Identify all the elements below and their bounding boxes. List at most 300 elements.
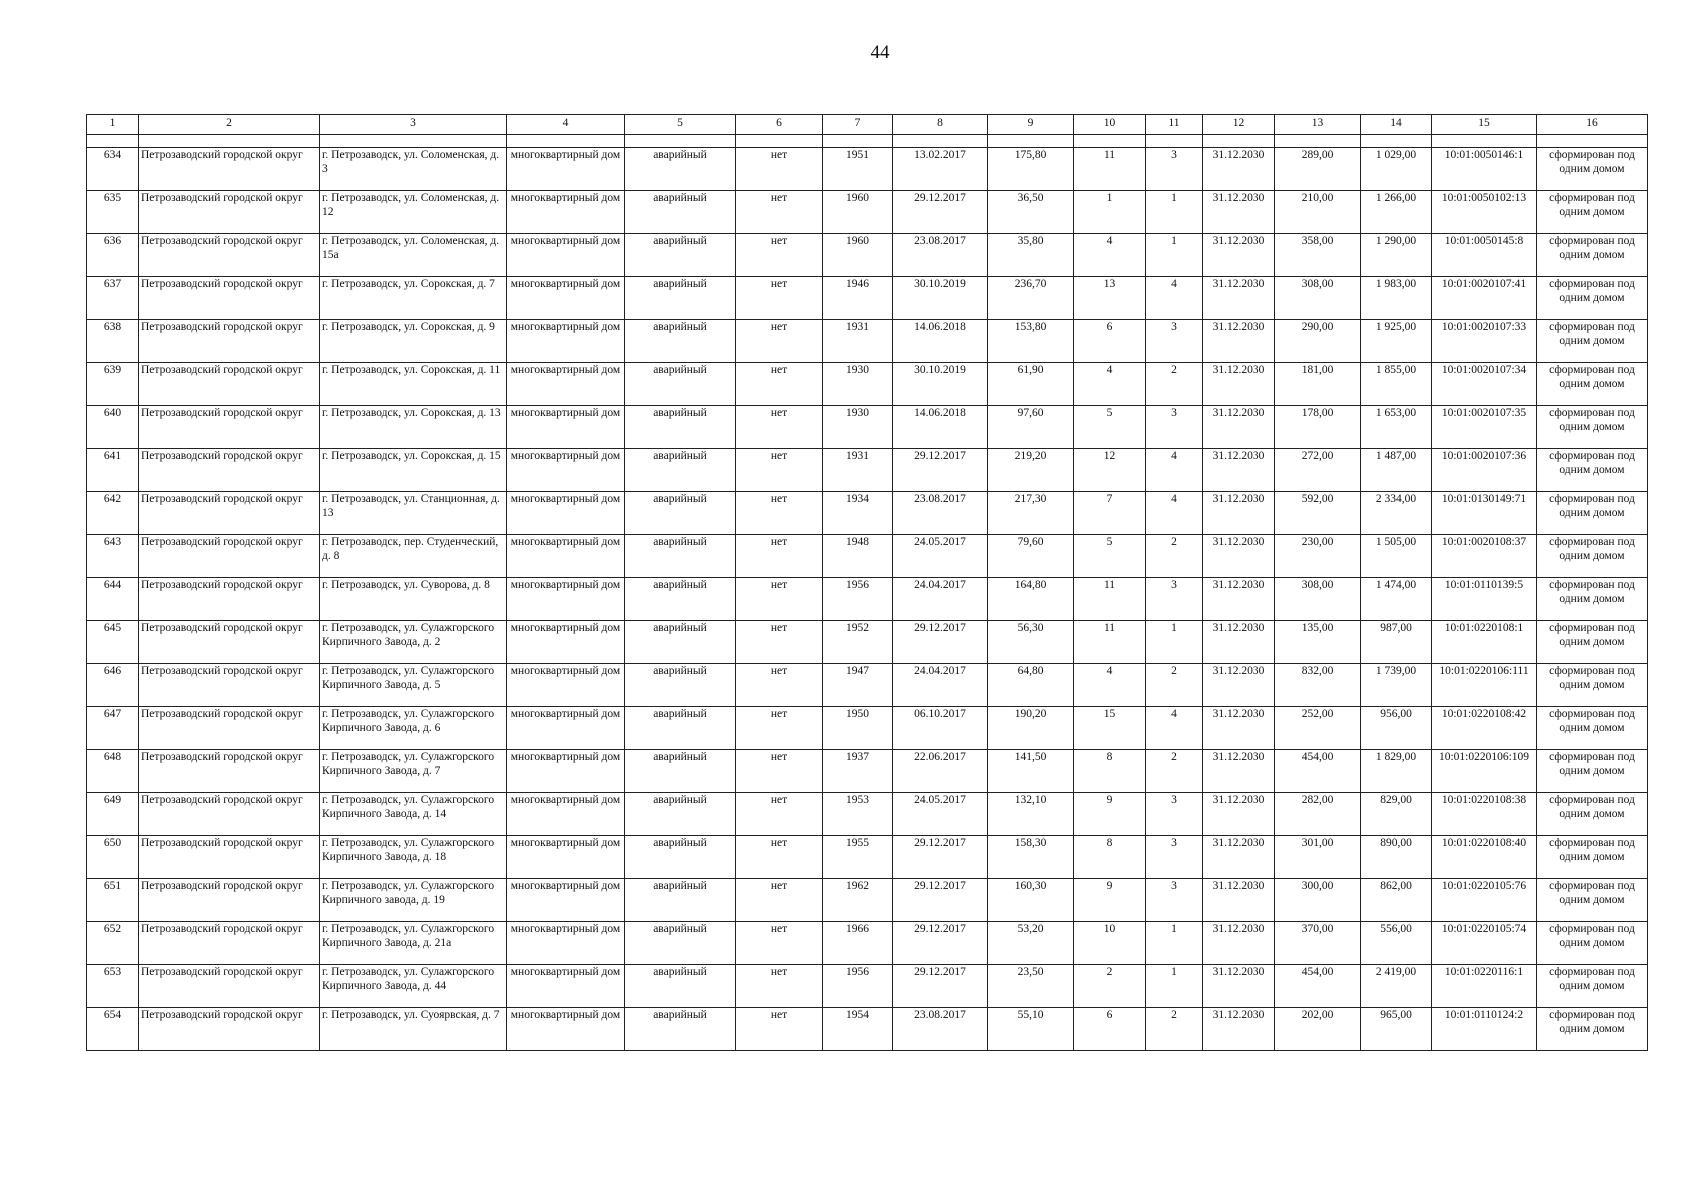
residents-cell: 15 — [1074, 707, 1146, 750]
row-number: 648 — [87, 750, 139, 793]
land-area-cell: 1 855,00 — [1361, 363, 1432, 406]
residents-cell: 5 — [1074, 406, 1146, 449]
land-area-cell: 862,00 — [1361, 879, 1432, 922]
year-cell: 1930 — [823, 363, 893, 406]
land-area-cell: 1 925,00 — [1361, 320, 1432, 363]
building-type-cell: многоквартирный дом — [507, 492, 625, 535]
land-area-cell: 2 334,00 — [1361, 492, 1432, 535]
district-cell: Петрозаводский городской округ — [139, 1008, 320, 1051]
residents-cell: 11 — [1074, 148, 1146, 191]
year-cell: 1952 — [823, 621, 893, 664]
district-cell: Петрозаводский городской округ — [139, 535, 320, 578]
condition-cell: аварийный — [625, 320, 736, 363]
header-row — [87, 115, 1648, 135]
note-cell: сформирован под одним домом — [1537, 191, 1648, 234]
building-type-cell: многоквартирный дом — [507, 879, 625, 922]
date-cell: 29.12.2017 — [893, 836, 988, 879]
building-type-cell: многоквартирный дом — [507, 965, 625, 1008]
deadline-cell: 31.12.2030 — [1203, 535, 1275, 578]
residents-cell: 4 — [1074, 664, 1146, 707]
cadastral-number-cell: 10:01:0020107:35 — [1432, 406, 1537, 449]
building-type-cell: многоквартирный дом — [507, 320, 625, 363]
address-cell: г. Петрозаводск, ул. Станционная, д. 13 — [320, 492, 507, 535]
date-cell: 22.06.2017 — [893, 750, 988, 793]
cadastral-number-cell: 10:01:0020107:36 — [1432, 449, 1537, 492]
plot-area-cell: 300,00 — [1275, 879, 1361, 922]
address-cell: г. Петрозаводск, ул. Суворова, д. 8 — [320, 578, 507, 621]
district-cell: Петрозаводский городской округ — [139, 707, 320, 750]
land-area-cell: 1 653,00 — [1361, 406, 1432, 449]
column-header: 5 — [625, 115, 736, 135]
note-cell: сформирован под одним домом — [1537, 148, 1648, 191]
condition-cell: аварийный — [625, 750, 736, 793]
date-cell: 30.10.2019 — [893, 363, 988, 406]
area-cell: 217,30 — [988, 492, 1074, 535]
row-number: 634 — [87, 148, 139, 191]
building-type-cell: многоквартирный дом — [507, 277, 625, 320]
address-cell: г. Петрозаводск, ул. Соломенская, д. 3 — [320, 148, 507, 191]
district-cell: Петрозаводский городской округ — [139, 922, 320, 965]
condition-cell: аварийный — [625, 836, 736, 879]
plot-area-cell: 289,00 — [1275, 148, 1361, 191]
rooms-cell: 4 — [1146, 492, 1203, 535]
building-type-cell: многоквартирный дом — [507, 664, 625, 707]
plot-area-cell: 308,00 — [1275, 578, 1361, 621]
rooms-cell: 3 — [1146, 406, 1203, 449]
condition-cell: аварийный — [625, 965, 736, 1008]
year-cell: 1948 — [823, 535, 893, 578]
deadline-cell: 31.12.2030 — [1203, 578, 1275, 621]
table-row — [87, 965, 1648, 1008]
flag-cell: нет — [736, 277, 823, 320]
residents-cell: 13 — [1074, 277, 1146, 320]
area-cell: 132,10 — [988, 793, 1074, 836]
flag-cell: нет — [736, 707, 823, 750]
column-header: 7 — [823, 115, 893, 135]
table-row — [87, 320, 1648, 363]
area-cell: 190,20 — [988, 707, 1074, 750]
rooms-cell: 2 — [1146, 1008, 1203, 1051]
district-cell: Петрозаводский городской округ — [139, 750, 320, 793]
cadastral-number-cell: 10:01:0110124:2 — [1432, 1008, 1537, 1051]
residents-cell: 6 — [1074, 320, 1146, 363]
year-cell: 1960 — [823, 234, 893, 277]
table-row — [87, 234, 1648, 277]
residents-cell: 10 — [1074, 922, 1146, 965]
note-cell: сформирован под одним домом — [1537, 621, 1648, 664]
condition-cell: аварийный — [625, 664, 736, 707]
column-header: 2 — [139, 115, 320, 135]
plot-area-cell: 282,00 — [1275, 793, 1361, 836]
condition-cell: аварийный — [625, 277, 736, 320]
cadastral-number-cell: 10:01:0220116:1 — [1432, 965, 1537, 1008]
building-type-cell: многоквартирный дом — [507, 449, 625, 492]
year-cell: 1946 — [823, 277, 893, 320]
date-cell: 24.05.2017 — [893, 535, 988, 578]
address-cell: г. Петрозаводск, ул. Сулажгорского Кирпичного Завода, д. 21а — [320, 922, 507, 965]
land-area-cell: 1 829,00 — [1361, 750, 1432, 793]
date-cell: 29.12.2017 — [893, 922, 988, 965]
area-cell: 97,60 — [988, 406, 1074, 449]
year-cell: 1966 — [823, 922, 893, 965]
district-cell: Петрозаводский городской округ — [139, 406, 320, 449]
flag-cell: нет — [736, 750, 823, 793]
land-area-cell: 1 505,00 — [1361, 535, 1432, 578]
page-number: 44 — [870, 42, 890, 63]
date-cell: 14.06.2018 — [893, 320, 988, 363]
residents-cell: 6 — [1074, 1008, 1146, 1051]
district-cell: Петрозаводский городской округ — [139, 965, 320, 1008]
area-cell: 153,80 — [988, 320, 1074, 363]
plot-area-cell: 290,00 — [1275, 320, 1361, 363]
note-cell: сформирован под одним домом — [1537, 836, 1648, 879]
table-row — [87, 449, 1648, 492]
cadastral-number-cell: 10:01:0220105:76 — [1432, 879, 1537, 922]
plot-area-cell: 592,00 — [1275, 492, 1361, 535]
area-cell: 23,50 — [988, 965, 1074, 1008]
year-cell: 1956 — [823, 965, 893, 1008]
table-row — [87, 578, 1648, 621]
row-number: 649 — [87, 793, 139, 836]
cadastral-number-cell: 10:01:0220106:111 — [1432, 664, 1537, 707]
rooms-cell: 2 — [1146, 535, 1203, 578]
rooms-cell: 2 — [1146, 750, 1203, 793]
cadastral-number-cell: 10:01:0020107:34 — [1432, 363, 1537, 406]
plot-area-cell: 135,00 — [1275, 621, 1361, 664]
column-header: 11 — [1146, 115, 1203, 135]
flag-cell: нет — [736, 879, 823, 922]
year-cell: 1962 — [823, 879, 893, 922]
rooms-cell: 1 — [1146, 234, 1203, 277]
deadline-cell: 31.12.2030 — [1203, 234, 1275, 277]
note-cell: сформирован под одним домом — [1537, 750, 1648, 793]
address-cell: г. Петрозаводск, ул. Сорокская, д. 7 — [320, 277, 507, 320]
address-cell: г. Петрозаводск, ул. Сулажгорского Кирпичного Завода, д. 7 — [320, 750, 507, 793]
deadline-cell: 31.12.2030 — [1203, 922, 1275, 965]
cadastral-number-cell: 10:01:0020107:41 — [1432, 277, 1537, 320]
row-number: 640 — [87, 406, 139, 449]
rooms-cell: 4 — [1146, 277, 1203, 320]
note-cell: сформирован под одним домом — [1537, 664, 1648, 707]
deadline-cell: 31.12.2030 — [1203, 836, 1275, 879]
rooms-cell: 3 — [1146, 148, 1203, 191]
district-cell: Петрозаводский городской округ — [139, 793, 320, 836]
flag-cell: нет — [736, 621, 823, 664]
building-type-cell: многоквартирный дом — [507, 578, 625, 621]
condition-cell: аварийный — [625, 535, 736, 578]
flag-cell: нет — [736, 922, 823, 965]
area-cell: 79,60 — [988, 535, 1074, 578]
column-header: 1 — [87, 115, 139, 135]
note-cell: сформирован под одним домом — [1537, 406, 1648, 449]
table-row — [87, 621, 1648, 664]
deadline-cell: 31.12.2030 — [1203, 363, 1275, 406]
rooms-cell: 3 — [1146, 879, 1203, 922]
note-cell: сформирован под одним домом — [1537, 922, 1648, 965]
year-cell: 1954 — [823, 1008, 893, 1051]
land-area-cell: 1 983,00 — [1361, 277, 1432, 320]
flag-cell: нет — [736, 191, 823, 234]
table-row — [87, 750, 1648, 793]
flag-cell: нет — [736, 406, 823, 449]
table-row — [87, 406, 1648, 449]
address-cell: г. Петрозаводск, пер. Студенческий, д. 8 — [320, 535, 507, 578]
plot-area-cell: 178,00 — [1275, 406, 1361, 449]
address-cell: г. Петрозаводск, ул. Сорокская, д. 9 — [320, 320, 507, 363]
residents-cell: 9 — [1074, 793, 1146, 836]
column-header: 16 — [1537, 115, 1648, 135]
residents-cell: 1 — [1074, 191, 1146, 234]
row-number: 652 — [87, 922, 139, 965]
date-cell: 29.12.2017 — [893, 965, 988, 1008]
date-cell: 29.12.2017 — [893, 621, 988, 664]
table-row — [87, 836, 1648, 879]
condition-cell: аварийный — [625, 234, 736, 277]
date-cell: 23.08.2017 — [893, 1008, 988, 1051]
building-type-cell: многоквартирный дом — [507, 148, 625, 191]
row-number: 645 — [87, 621, 139, 664]
land-area-cell: 1 266,00 — [1361, 191, 1432, 234]
table-row — [87, 879, 1648, 922]
area-cell: 236,70 — [988, 277, 1074, 320]
address-cell: г. Петрозаводск, ул. Сулажгорского Кирпичного Завода, д. 14 — [320, 793, 507, 836]
row-number: 639 — [87, 363, 139, 406]
date-cell: 23.08.2017 — [893, 492, 988, 535]
row-number: 641 — [87, 449, 139, 492]
date-cell: 14.06.2018 — [893, 406, 988, 449]
note-cell: сформирован под одним домом — [1537, 234, 1648, 277]
column-header: 13 — [1275, 115, 1361, 135]
area-cell: 64,80 — [988, 664, 1074, 707]
plot-area-cell: 454,00 — [1275, 750, 1361, 793]
year-cell: 1951 — [823, 148, 893, 191]
table-row — [87, 664, 1648, 707]
table-row — [87, 277, 1648, 320]
address-cell: г. Петрозаводск, ул. Суоярвская, д. 7 — [320, 1008, 507, 1051]
row-number: 643 — [87, 535, 139, 578]
rooms-cell: 2 — [1146, 664, 1203, 707]
cadastral-number-cell: 10:01:0020107:33 — [1432, 320, 1537, 363]
table-row — [87, 535, 1648, 578]
deadline-cell: 31.12.2030 — [1203, 793, 1275, 836]
district-cell: Петрозаводский городской округ — [139, 621, 320, 664]
building-type-cell: многоквартирный дом — [507, 535, 625, 578]
table-row — [87, 793, 1648, 836]
row-number: 650 — [87, 836, 139, 879]
residents-cell: 4 — [1074, 234, 1146, 277]
row-number: 654 — [87, 1008, 139, 1051]
condition-cell: аварийный — [625, 363, 736, 406]
residents-cell: 12 — [1074, 449, 1146, 492]
deadline-cell: 31.12.2030 — [1203, 277, 1275, 320]
deadline-cell: 31.12.2030 — [1203, 449, 1275, 492]
building-type-cell: многоквартирный дом — [507, 707, 625, 750]
address-cell: г. Петрозаводск, ул. Соломенская, д. 12 — [320, 191, 507, 234]
address-cell: г. Петрозаводск, ул. Сулажгорского Кирпичного Завода, д. 2 — [320, 621, 507, 664]
address-cell: г. Петрозаводск, ул. Соломенская, д. 15а — [320, 234, 507, 277]
district-cell: Петрозаводский городской округ — [139, 320, 320, 363]
note-cell: сформирован под одним домом — [1537, 1008, 1648, 1051]
condition-cell: аварийный — [625, 578, 736, 621]
building-type-cell: многоквартирный дом — [507, 406, 625, 449]
header-gap — [87, 135, 1648, 148]
cadastral-number-cell: 10:01:0220108:1 — [1432, 621, 1537, 664]
note-cell: сформирован под одним домом — [1537, 793, 1648, 836]
rooms-cell: 3 — [1146, 578, 1203, 621]
flag-cell: нет — [736, 449, 823, 492]
building-type-cell: многоквартирный дом — [507, 836, 625, 879]
area-cell: 219,20 — [988, 449, 1074, 492]
table-row — [87, 492, 1648, 535]
table-header — [87, 115, 1648, 135]
rooms-cell: 4 — [1146, 449, 1203, 492]
flag-cell: нет — [736, 234, 823, 277]
plot-area-cell: 230,00 — [1275, 535, 1361, 578]
row-number: 653 — [87, 965, 139, 1008]
residents-cell: 11 — [1074, 578, 1146, 621]
deadline-cell: 31.12.2030 — [1203, 621, 1275, 664]
area-cell: 61,90 — [988, 363, 1074, 406]
district-cell: Петрозаводский городской округ — [139, 449, 320, 492]
deadline-cell: 31.12.2030 — [1203, 492, 1275, 535]
residents-cell: 9 — [1074, 879, 1146, 922]
cadastral-number-cell: 10:01:0220108:40 — [1432, 836, 1537, 879]
land-area-cell: 965,00 — [1361, 1008, 1432, 1051]
address-cell: г. Петрозаводск, ул. Сулажгорского Кирпичного завода, д. 19 — [320, 879, 507, 922]
plot-area-cell: 370,00 — [1275, 922, 1361, 965]
deadline-cell: 31.12.2030 — [1203, 965, 1275, 1008]
column-header: 14 — [1361, 115, 1432, 135]
residents-cell: 8 — [1074, 836, 1146, 879]
date-cell: 13.02.2017 — [893, 148, 988, 191]
rooms-cell: 1 — [1146, 191, 1203, 234]
note-cell: сформирован под одним домом — [1537, 578, 1648, 621]
cadastral-number-cell: 10:01:0050102:13 — [1432, 191, 1537, 234]
land-area-cell: 2 419,00 — [1361, 965, 1432, 1008]
condition-cell: аварийный — [625, 707, 736, 750]
cadastral-number-cell: 10:01:0050145:8 — [1432, 234, 1537, 277]
cadastral-number-cell: 10:01:0050146:1 — [1432, 148, 1537, 191]
deadline-cell: 31.12.2030 — [1203, 320, 1275, 363]
condition-cell: аварийный — [625, 621, 736, 664]
address-cell: г. Петрозаводск, ул. Сулажгорского Кирпичного Завода, д. 5 — [320, 664, 507, 707]
condition-cell: аварийный — [625, 793, 736, 836]
table-row — [87, 922, 1648, 965]
address-cell: г. Петрозаводск, ул. Сулажгорского Кирпичного Завода, д. 18 — [320, 836, 507, 879]
district-cell: Петрозаводский городской округ — [139, 879, 320, 922]
row-number: 635 — [87, 191, 139, 234]
date-cell: 23.08.2017 — [893, 234, 988, 277]
rooms-cell: 1 — [1146, 621, 1203, 664]
building-type-cell: многоквартирный дом — [507, 922, 625, 965]
row-number: 651 — [87, 879, 139, 922]
building-type-cell: многоквартирный дом — [507, 363, 625, 406]
land-area-cell: 1 487,00 — [1361, 449, 1432, 492]
residents-cell: 5 — [1074, 535, 1146, 578]
flag-cell: нет — [736, 1008, 823, 1051]
address-cell: г. Петрозаводск, ул. Сорокская, д. 13 — [320, 406, 507, 449]
rooms-cell: 3 — [1146, 793, 1203, 836]
note-cell: сформирован под одним домом — [1537, 492, 1648, 535]
year-cell: 1950 — [823, 707, 893, 750]
building-type-cell: многоквартирный дом — [507, 234, 625, 277]
table-row — [87, 191, 1648, 234]
rooms-cell: 2 — [1146, 363, 1203, 406]
column-header: 9 — [988, 115, 1074, 135]
district-cell: Петрозаводский городской округ — [139, 492, 320, 535]
date-cell: 06.10.2017 — [893, 707, 988, 750]
land-area-cell: 890,00 — [1361, 836, 1432, 879]
area-cell: 164,80 — [988, 578, 1074, 621]
deadline-cell: 31.12.2030 — [1203, 707, 1275, 750]
year-cell: 1937 — [823, 750, 893, 793]
year-cell: 1931 — [823, 449, 893, 492]
district-cell: Петрозаводский городской округ — [139, 148, 320, 191]
row-number: 647 — [87, 707, 139, 750]
plot-area-cell: 181,00 — [1275, 363, 1361, 406]
land-area-cell: 556,00 — [1361, 922, 1432, 965]
deadline-cell: 31.12.2030 — [1203, 879, 1275, 922]
area-cell: 175,80 — [988, 148, 1074, 191]
land-area-cell: 1 739,00 — [1361, 664, 1432, 707]
district-cell: Петрозаводский городской округ — [139, 277, 320, 320]
date-cell: 29.12.2017 — [893, 191, 988, 234]
row-number: 642 — [87, 492, 139, 535]
residents-cell: 7 — [1074, 492, 1146, 535]
column-header: 12 — [1203, 115, 1275, 135]
building-type-cell: многоквартирный дом — [507, 750, 625, 793]
flag-cell: нет — [736, 836, 823, 879]
column-header: 3 — [320, 115, 507, 135]
date-cell: 24.04.2017 — [893, 664, 988, 707]
table-row — [87, 1008, 1648, 1051]
note-cell: сформирован под одним домом — [1537, 965, 1648, 1008]
year-cell: 1934 — [823, 492, 893, 535]
rooms-cell: 1 — [1146, 965, 1203, 1008]
cadastral-number-cell: 10:01:0130149:71 — [1432, 492, 1537, 535]
area-cell: 56,30 — [988, 621, 1074, 664]
rooms-cell: 4 — [1146, 707, 1203, 750]
land-area-cell: 987,00 — [1361, 621, 1432, 664]
table-body — [87, 135, 1648, 1051]
deadline-cell: 31.12.2030 — [1203, 750, 1275, 793]
year-cell: 1960 — [823, 191, 893, 234]
year-cell: 1955 — [823, 836, 893, 879]
rooms-cell: 1 — [1146, 922, 1203, 965]
cadastral-number-cell: 10:01:0220108:38 — [1432, 793, 1537, 836]
year-cell: 1947 — [823, 664, 893, 707]
condition-cell: аварийный — [625, 449, 736, 492]
column-header: 4 — [507, 115, 625, 135]
column-header: 10 — [1074, 115, 1146, 135]
rooms-cell: 3 — [1146, 320, 1203, 363]
plot-area-cell: 210,00 — [1275, 191, 1361, 234]
year-cell: 1930 — [823, 406, 893, 449]
table-row — [87, 363, 1648, 406]
condition-cell: аварийный — [625, 406, 736, 449]
cadastral-number-cell: 10:01:0220105:74 — [1432, 922, 1537, 965]
note-cell: сформирован под одним домом — [1537, 363, 1648, 406]
condition-cell: аварийный — [625, 191, 736, 234]
plot-area-cell: 252,00 — [1275, 707, 1361, 750]
row-number: 636 — [87, 234, 139, 277]
condition-cell: аварийный — [625, 1008, 736, 1051]
residents-cell: 2 — [1074, 965, 1146, 1008]
residents-cell: 4 — [1074, 363, 1146, 406]
note-cell: сформирован под одним домом — [1537, 449, 1648, 492]
plot-area-cell: 454,00 — [1275, 965, 1361, 1008]
plot-area-cell: 308,00 — [1275, 277, 1361, 320]
